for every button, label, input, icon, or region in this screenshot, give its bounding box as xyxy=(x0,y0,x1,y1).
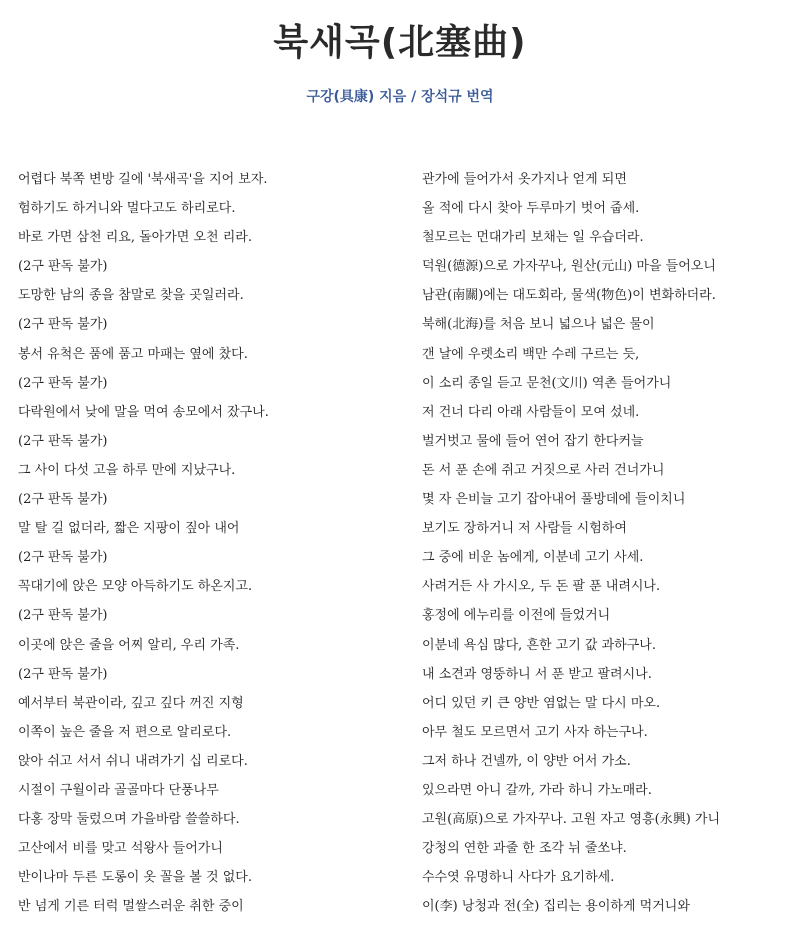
poem-line: 도망한 남의 종을 참말로 찾을 곳일러라. xyxy=(18,288,244,304)
poem-line: (2구 판독 불가) xyxy=(18,259,108,275)
poem-line: 강청의 연한 과줄 한 조각 뉘 줄쏘냐. xyxy=(422,841,627,857)
poem-line: 이곳에 앉은 줄을 어찌 알리, 우리 가족. xyxy=(18,637,240,653)
poem-line: 홍정에 에누리를 이전에 들었거니 xyxy=(422,608,611,624)
poem-line: 돈 서 푼 손에 쥐고 거짓으로 사러 건너가니 xyxy=(422,462,665,478)
poem-line: 그 사이 다섯 고을 하루 만에 지났구나. xyxy=(18,462,236,478)
poem-line: 봉서 유척은 품에 품고 마패는 옆에 찼다. xyxy=(18,346,248,362)
poem-line: 고원(高原)으로 가자꾸나. 고원 자고 영흥(永興) 가니 xyxy=(422,812,721,828)
poem-title: 북새곡(北塞曲) xyxy=(273,22,527,63)
poem-line: 올 적에 다시 찾아 두루마기 벗어 줍세. xyxy=(422,201,640,217)
poem-line: 북해(北海)를 처음 보니 넓으나 넓은 물이 xyxy=(422,317,655,333)
poem-line: 그저 하나 건넬까, 이 양반 어서 가소. xyxy=(422,753,631,769)
author-byline: 구강(具康) 지음 / 장석규 번역 xyxy=(306,89,494,105)
poem-line: 말 탈 길 없더라, 짧은 지팡이 짚아 내어 xyxy=(18,521,240,537)
poem-line: 덕원(德源)으로 가자꾸나, 원산(元山) 마을 들어오니 xyxy=(422,259,716,275)
poem-line: 이쪽이 높은 줄을 저 편으로 알리로다. xyxy=(18,724,232,740)
poem-line: (2구 판독 불가) xyxy=(18,608,108,624)
poem-line: 갠 날에 우렛소리 백만 수레 구르는 듯, xyxy=(422,346,640,362)
poem-line: 내 소견과 영뚱하니 서 푼 받고 팔려시나. xyxy=(422,666,652,682)
poem-line: 남관(南關)에는 대도회라, 물색(物色)이 변화하더라. xyxy=(422,288,716,304)
poem-line: 그 중에 비운 놈에게, 이분네 고기 사세. xyxy=(422,550,644,566)
poem-line: 시절이 구월이라 골골마다 단풍나무 xyxy=(18,782,219,798)
right-column xyxy=(422,165,792,921)
poem-line: 이분네 욕심 많다, 흔한 고기 값 과하구나. xyxy=(422,637,656,653)
poem-line: 보기도 장하거니 저 사람들 시험하여 xyxy=(422,521,627,537)
poem-line: (2구 판독 불가) xyxy=(18,492,108,508)
poem-line: (2구 판독 불가) xyxy=(18,433,108,449)
poem-line: 다락원에서 낮에 말을 먹여 송모에서 잤구나. xyxy=(18,404,269,420)
poem-line: (2구 판독 불가) xyxy=(18,666,108,682)
poem-line: 다홍 장막 둘렀으며 가을바람 쓸쓸하다. xyxy=(18,812,240,828)
poem-line: 반이나마 두른 도롱이 옷 꼴을 볼 것 없다. xyxy=(18,870,252,886)
poem-line: 몇 자 은비늘 고기 잡아내어 풀방데에 들이치니 xyxy=(422,492,686,508)
poem-line: 이(李) 낭청과 전(全) 집리는 용이하게 먹거니와 xyxy=(422,899,690,915)
poem-line: 관가에 들어가서 옷가지나 얻게 되면 xyxy=(422,172,627,187)
poem-line: 반 넘게 기른 터럭 멀쌀스러운 취한 중이 xyxy=(18,899,244,915)
poem-line: 저 건너 다리 아래 사람들이 모여 섰네. xyxy=(422,404,640,420)
poem-line: 꼭대기에 앉은 모양 아득하기도 하온지고. xyxy=(18,579,253,595)
poem-line: 고산에서 비를 맞고 석왕사 들어가니 xyxy=(18,841,223,857)
poem-line: 어렵다 북쪽 변방 길에 '북새곡'을 지어 보자. xyxy=(18,172,268,187)
poem-line: 있으라면 아니 갈까, 가라 하니 가노매라. xyxy=(422,782,652,798)
poem-line: (2구 판독 불가) xyxy=(18,317,108,333)
poem-line: 예서부터 북관이라, 깊고 깊다 꺼진 지형 xyxy=(18,695,244,711)
poem-line: 벌거벗고 물에 들어 연어 잡기 한다커늘 xyxy=(422,433,644,449)
poem-line: 철모르는 먼대가리 보채는 일 우습더라. xyxy=(422,230,644,246)
poem-line: (2구 판독 불가) xyxy=(18,550,108,566)
left-column xyxy=(18,165,388,921)
poem-line: 어디 있던 키 큰 양반 염없는 말 다시 마오. xyxy=(422,695,661,711)
poem-line: 앉아 쉬고 서서 쉬니 내려가기 십 리로다. xyxy=(18,753,248,769)
poem-line: 바로 가면 삼천 리요, 돌아가면 오천 리라. xyxy=(18,230,252,246)
poem-line: 이 소리 종일 듣고 문천(文川) 역촌 들어가니 xyxy=(422,375,672,391)
poem-line: 험하기도 하거니와 멀다고도 하리로다. xyxy=(18,201,236,217)
poem-line: (2구 판독 불가) xyxy=(18,375,108,391)
poem-line: 수수엿 유명하니 사다가 요기하세. xyxy=(422,870,615,886)
poem-line: 사려거든 사 가시오, 두 돈 팔 푼 내려시나. xyxy=(422,579,661,595)
poem-line: 아무 철도 모르면서 고기 사자 하는구나. xyxy=(422,724,648,740)
